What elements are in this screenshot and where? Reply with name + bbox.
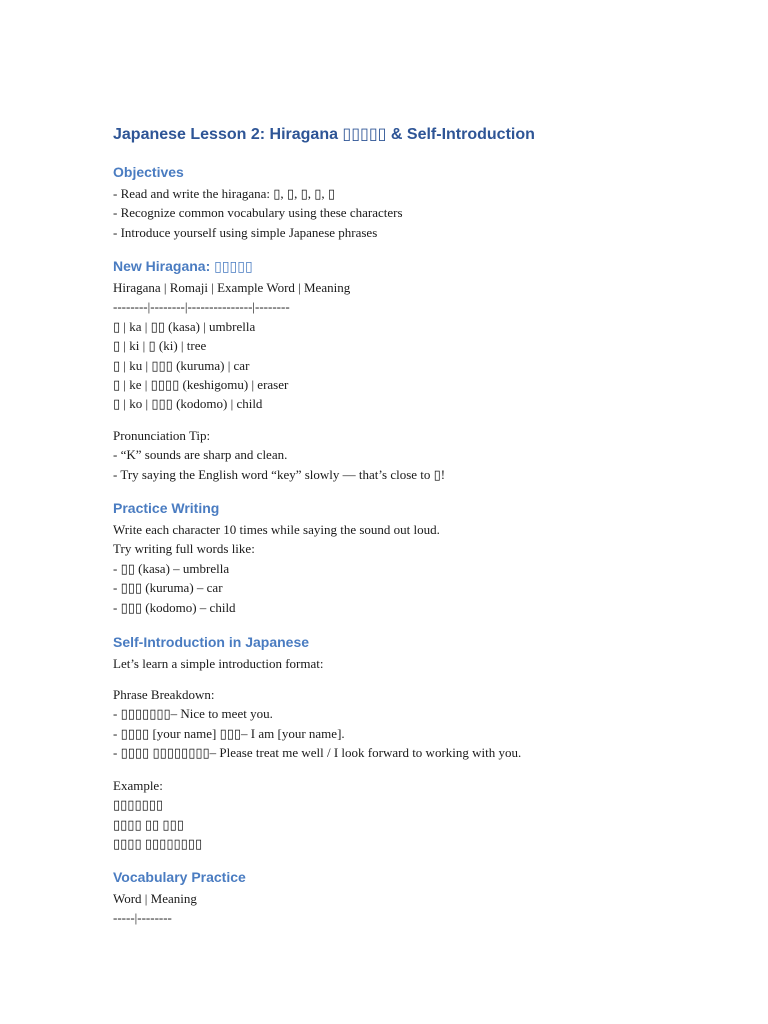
lesson-content [113, 124, 733, 926]
table-row: ▯ | ki | ▯ (ki) | tree [113, 338, 207, 354]
list-item: - ▯▯▯▯ ▯▯▯▯▯▯▯▯– Please treat me well / I look forward to working with you. [113, 745, 522, 761]
pronunciation-tip [113, 426, 733, 484]
self-intro-heading: Self-Introduction in Japanese [113, 634, 310, 650]
example-line: ▯▯▯▯ ▯▯▯▯▯▯▯▯ [113, 836, 203, 852]
list-item: - Introduce yourself using simple Japanese phrases [113, 224, 378, 240]
list-item: - Try saying the English word “key” slowly — that’s close to ▯! [113, 466, 446, 482]
list-item: - ▯▯▯ (kuruma) – car [113, 580, 223, 596]
list-item: - ▯▯ (kasa) – umbrella [113, 560, 230, 576]
table-header: Hiragana | Romaji | Example Word | Meaning [113, 280, 351, 295]
practice-writing-body [113, 520, 733, 617]
example-line: ▯▯▯▯▯▯▯ [113, 797, 164, 813]
practice-writing-heading: Practice Writing [113, 500, 220, 516]
list-item: - ▯▯▯▯ [your name] ▯▯▯– I am [your name]. [113, 725, 345, 741]
table-row: ▯ | ko | ▯▯▯ (kodomo) | child [113, 396, 263, 412]
paragraph: Let’s learn a simple introduction format: [113, 656, 324, 671]
example-label: Example: [113, 778, 163, 793]
breakdown-label: Phrase Breakdown: [113, 687, 215, 702]
vocab-table [113, 889, 733, 928]
self-intro-intro [113, 654, 733, 673]
example-line: ▯▯▯▯ ▯▯ ▯▯▯ [113, 816, 184, 832]
example-block [113, 776, 733, 854]
list-item: - Recognize common vocabulary using these characters [113, 205, 403, 221]
tip-label: Pronunciation Tip: [113, 428, 211, 443]
paragraph: Write each character 10 times while saying the sound out loud. [113, 522, 440, 537]
new-hiragana-heading: New Hiragana: ▯▯▯▯▯ [113, 258, 253, 274]
table-header: Word | Meaning [113, 891, 197, 906]
document-title: Japanese Lesson 2: Hiragana ▯▯▯▯▯ & Self-Introduction [113, 126, 535, 143]
list-item: - Read and write the hiragana: ▯, ▯, ▯, ▯, ▯ [113, 186, 336, 201]
table-row: ▯ | ke | ▯▯▯▯ (keshigomu) | eraser [113, 376, 289, 392]
table-divider: --------|--------|---------------|-------- [113, 299, 290, 315]
table-row: ▯ | ka | ▯▯ (kasa) | umbrella [113, 318, 256, 334]
objectives-list [113, 184, 733, 242]
objectives-heading: Objectives [113, 164, 184, 180]
vocab-heading: Vocabulary Practice [113, 869, 246, 885]
table-divider: -----|-------- [113, 910, 172, 926]
list-item: - “K” sounds are sharp and clean. [113, 447, 288, 463]
hiragana-table [113, 278, 733, 414]
list-item: - ▯▯▯▯▯▯▯– Nice to meet you. [113, 706, 273, 722]
phrase-breakdown [113, 685, 733, 763]
table-row: ▯ | ku | ▯▯▯ (kuruma) | car [113, 357, 250, 373]
list-item: - ▯▯▯ (kodomo) – child [113, 599, 236, 615]
paragraph: Try writing full words like: [113, 541, 255, 557]
